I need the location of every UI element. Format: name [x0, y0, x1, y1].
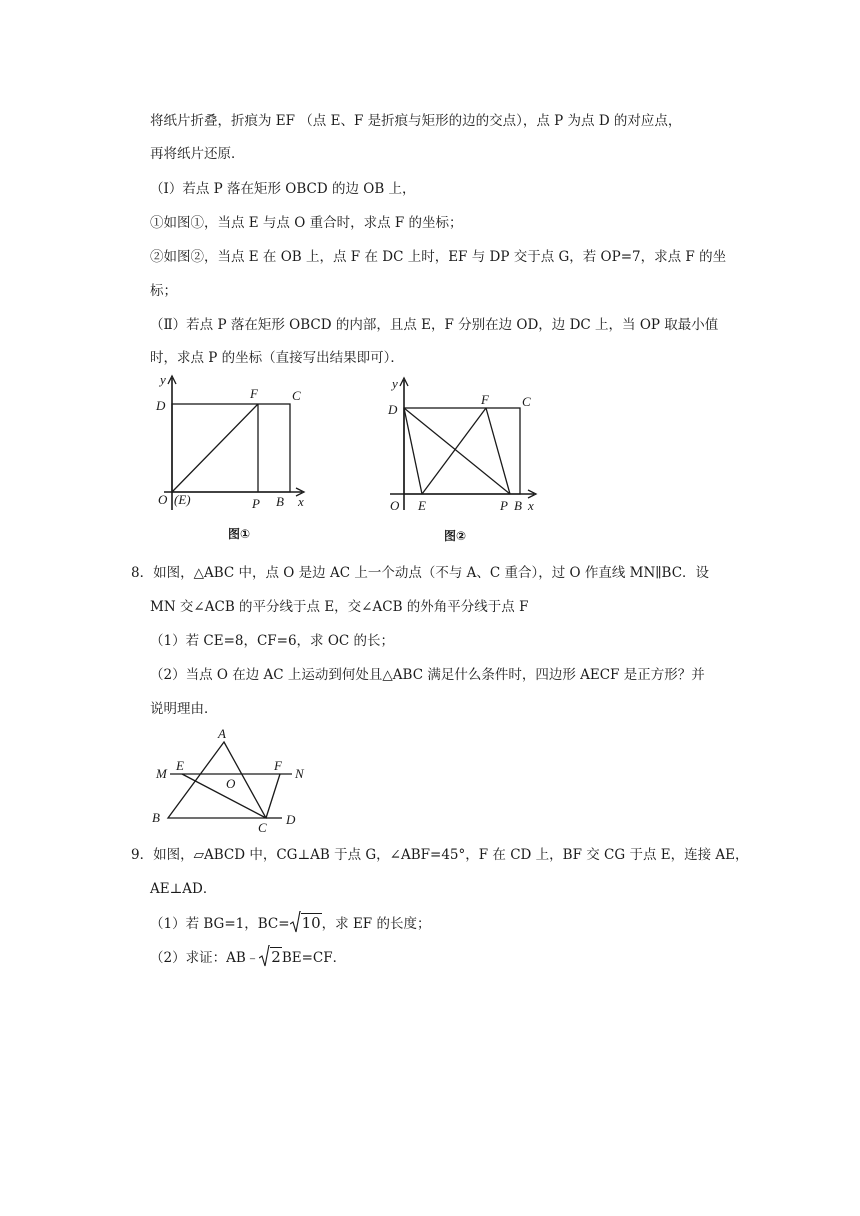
fig8-label-B: B [152, 810, 160, 825]
problem8-line2: MN 交∠ACB 的平分线于点 E，交∠ACB 的外角平分线于点 F [150, 599, 529, 615]
problem9-q2-pre: （2）求证：AB﹣ [150, 950, 260, 966]
fig1-segment-OF [172, 404, 258, 492]
problem8-line1: 8．如图，△ABC 中，点 O 是边 AC 上一个动点（不与 A、C 重合），过 O 作直线 MN∥BC．设 [131, 565, 710, 581]
fig1-label-P: P [252, 496, 260, 511]
figure-2 [380, 372, 550, 550]
fig2-label-C: C [522, 394, 531, 409]
problem8-q1: （1）若 CE=8，CF=6，求 OC 的长； [150, 633, 395, 649]
triangle-ABC [168, 742, 266, 818]
sqrt-two [259, 948, 282, 967]
problem9-line1: 9．如图，▱ABCD 中，CG⊥AB 于点 G，∠ABF=45°，F 在 CD 上，BF 交 CG 于点 E，连接 AE， [131, 847, 749, 863]
problem9-q2-post: BE=CF． [281, 950, 347, 966]
fig1-label-O: O [158, 492, 168, 507]
problem9-q2 [150, 948, 346, 967]
fig8-label-M: M [156, 766, 167, 781]
fig8-label-C: C [258, 820, 267, 835]
fig2-rectangle-OBCD [404, 408, 520, 494]
fig2-caption: 图② [444, 529, 467, 543]
radical-sign-icon [290, 911, 301, 933]
fig8-label-A: A [218, 726, 226, 741]
fig2-label-D: D [388, 402, 398, 417]
fig8-label-F: F [274, 758, 282, 773]
problem9-q2-radicand: 2 [271, 948, 281, 966]
fig1-caption: 图① [228, 527, 251, 541]
fig2-label-P: P [500, 498, 508, 513]
fig1-label-B: B [276, 494, 284, 509]
fig2-segment-FP [486, 408, 510, 494]
fig8-label-D: D [286, 812, 296, 827]
problem9-q1-pre: （1）若 BG=1，BC= [150, 916, 290, 932]
problem7-part2-line1: （Ⅱ）若点 P 落在矩形 OBCD 的内部，且点 E，F 分别在边 OD，边 DC 上，当 OP 取最小值 [150, 317, 719, 333]
fig2-segment-EF [422, 408, 486, 494]
fig1-label-E: (E) [174, 492, 191, 507]
fig2-label-O: O [390, 498, 400, 513]
sqrt-ten [290, 914, 322, 933]
fig8-label-O: O [226, 776, 236, 791]
problem7-part1-a: ①如图①，当点 E 与点 O 重合时，求点 F 的坐标； [150, 215, 463, 231]
problem7-intro-line1: 将纸片折叠，折痕为 EF （点 E、F 是折痕与矩形的边的交点），点 P 为点 D 的对应点， [150, 113, 682, 129]
radical-sign-icon [259, 945, 270, 967]
fig1-rectangle-OBCD [172, 404, 290, 492]
problem9-q1-radicand: 10 [301, 914, 321, 932]
problem7-part2-line2: 时，求点 P 的坐标（直接写出结果即可）． [150, 350, 404, 366]
problem7-part1-b-line2: 标； [150, 283, 177, 299]
fig2-label-E: E [418, 498, 426, 513]
fig8-label-E: E [176, 758, 184, 773]
fig1-label-F: F [250, 386, 258, 401]
fig1-label-D: D [156, 398, 166, 413]
problem7-intro-line2: 再将纸片还原． [150, 146, 245, 162]
figure-problem8 [148, 726, 318, 838]
fig1-label-y: y [160, 372, 166, 387]
problem9-q1-post: ，求 EF 的长度； [321, 916, 431, 932]
problem9-line2: AE⊥AD． [150, 881, 217, 897]
figure-1 [150, 370, 320, 550]
problem8-q2-line1: （2）当点 O 在边 AC 上运动到何处且△ABC 满足什么条件时，四边形 AECF 是正方形？并 [150, 667, 705, 683]
segment-FC [266, 774, 280, 818]
problem7-part1-b-line1: ②如图②，当点 E 在 OB 上，点 F 在 DC 上时，EF 与 DP 交于点 G，若 OP=7，求点 F 的坐 [150, 249, 727, 265]
fig2-label-F: F [481, 392, 489, 407]
problem7-part1: （Ⅰ）若点 P 落在矩形 OBCD 的边 OB 上， [150, 181, 416, 197]
fig2-label-x: x [528, 498, 534, 513]
fig2-label-y: y [392, 376, 398, 391]
fig8-label-N: N [295, 766, 304, 781]
fig1-label-C: C [292, 388, 301, 403]
problem8-q2-line2: 说明理由． [150, 701, 218, 717]
fig1-label-x: x [298, 494, 304, 509]
fig2-label-B: B [514, 498, 522, 513]
problem9-q1 [150, 914, 430, 933]
